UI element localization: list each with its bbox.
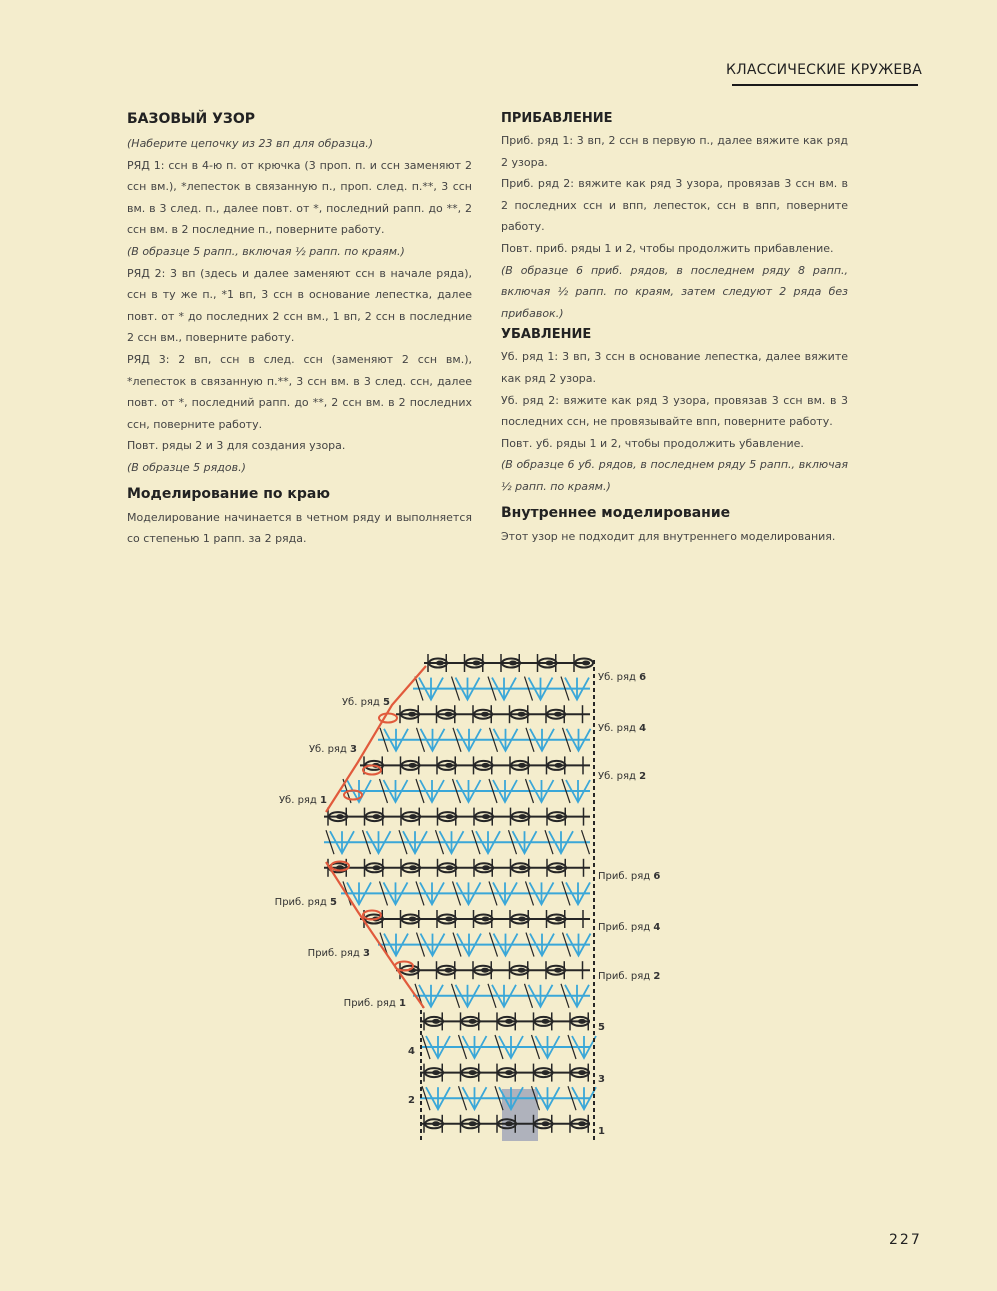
label-number: 2 (653, 971, 661, 982)
label-number: 3 (598, 1074, 605, 1085)
chart-row (324, 859, 590, 877)
petal-core (469, 1070, 477, 1075)
petal-core (482, 917, 490, 922)
petal-core (445, 712, 453, 717)
petal-core (446, 814, 454, 819)
petal-core (509, 661, 517, 666)
chart-row (341, 881, 590, 905)
petal-core (555, 917, 563, 922)
label-text: Уб. ряд (308, 744, 351, 755)
red-petal (379, 714, 397, 723)
left-row-label (308, 948, 370, 959)
increase-heading: ПРИБАВЛЕНИЕ (501, 111, 613, 126)
chart-row (396, 961, 590, 979)
decrease-heading: УБАВЛЕНИЕ (501, 327, 592, 343)
right-row-label (598, 723, 646, 734)
right-row-label (598, 771, 646, 782)
label-number: 4 (639, 723, 647, 734)
row-1-note: (В образце 5 рапп., включая ½ рапп. по краям.) (127, 244, 405, 258)
page-number: 227 (889, 1232, 922, 1248)
petal-core (445, 917, 453, 922)
label-number: 4 (408, 1046, 415, 1057)
label-text: Уб. ряд (598, 723, 640, 734)
petal-core (482, 865, 490, 870)
label-text: Уб. ряд (598, 672, 640, 683)
left-row-label (279, 795, 327, 806)
label-text: Уб. ряд (278, 795, 321, 806)
label-number: 1 (399, 998, 406, 1009)
label-number: 5 (598, 1022, 605, 1033)
decrease-row-2: Уб. ряд 2: вяжите как ряд 3 узора, провязав 3 ссн вм. в 3 последних ссн, не провязывайте впп, поверните работу. (501, 393, 848, 429)
chart-row (413, 677, 590, 701)
left-row-label (342, 697, 390, 708)
petal-core (409, 865, 417, 870)
petal-core (505, 1121, 513, 1126)
petal-core (518, 968, 526, 973)
petal-core (373, 865, 381, 870)
label-text: Уб. ряд (341, 697, 384, 708)
petal-core (445, 968, 453, 973)
increase-edge-line (326, 862, 424, 1008)
decrease-note: (В образце 6 уб. рядов, в последнем ряду 5 рапп., включая ½ рапп. по краям.) (501, 458, 848, 493)
chart-row (378, 728, 591, 752)
right-row-label (598, 971, 660, 982)
chart-row (360, 910, 590, 928)
cast-on-note: (Наберите цепочку из 23 вп для образца.) (127, 137, 373, 150)
label-number: 6 (639, 672, 647, 683)
chart-row (341, 779, 590, 803)
petal-core (582, 661, 590, 666)
petal-core (432, 1019, 440, 1024)
label-number: 3 (363, 948, 370, 959)
petal-core (555, 865, 563, 870)
label-number: 2 (639, 771, 647, 782)
left-row-label (275, 897, 337, 908)
chart-row (420, 1064, 590, 1082)
right-row-label (598, 1022, 605, 1033)
chart-labels (275, 672, 661, 1137)
label-text: Приб. ряд (343, 998, 400, 1009)
repeat-highlight (502, 1089, 538, 1141)
petal-core (436, 661, 444, 666)
petal-core (542, 1019, 550, 1024)
petal-core (519, 865, 527, 870)
petal-core (409, 917, 417, 922)
petal-core (469, 1019, 477, 1024)
increase-row-1: Приб. ряд 1: 3 вп, 2 ссн в первую п., далее вяжите как ряд 2 узора. (501, 134, 848, 169)
chart-row (324, 830, 590, 854)
label-number: 6 (653, 871, 661, 882)
petal-core (546, 661, 554, 666)
petal-core (432, 1121, 440, 1126)
row-2-instruction: РЯД 2: 3 вп (здесь и далее заменяют ссн в начале ряда), ссн в ту же п., *1 вп, 3 ссн в основание лепестка, далее повт. от * до последних 2 ссн вм., 1 вп, 2 ссн в последние 2 ссн вм., поверните работу. (127, 266, 472, 345)
petal-core (555, 763, 563, 768)
left-row-label (344, 998, 406, 1009)
petal-core (446, 865, 454, 870)
label-text: Приб. ряд (307, 948, 364, 959)
left-row-label (309, 744, 357, 755)
running-header: КЛАССИЧЕСКИЕ КРУЖЕВА (726, 62, 923, 78)
petal-core (481, 712, 489, 717)
label-text: Приб. ряд (274, 897, 331, 908)
chart-row (424, 654, 593, 672)
label-number: 1 (320, 795, 327, 806)
petal-core (542, 1070, 550, 1075)
petal-core (518, 917, 526, 922)
label-text: Приб. ряд (598, 971, 654, 982)
base-pattern-heading: БАЗОВЫЙ УЗОР (127, 111, 256, 127)
petal-core (555, 814, 563, 819)
edge-shaping-text: Моделирование начинается в четном ряду и выполняется со степенью 1 рапп. за 2 ряда. (127, 510, 472, 546)
petal-core (518, 712, 526, 717)
chart-row (360, 756, 590, 774)
petal-core (578, 1019, 586, 1024)
petal-core (432, 1070, 440, 1075)
internal-shaping-heading: Внутреннее моделирование (501, 504, 731, 521)
right-row-label (598, 1074, 605, 1085)
label-number: 3 (350, 744, 357, 755)
label-number: 4 (653, 922, 661, 933)
increase-repeat: Повт. приб. ряды 1 и 2, чтобы продолжить прибавление. (501, 241, 834, 255)
label-number: 2 (408, 1095, 415, 1106)
petal-core (518, 763, 526, 768)
right-row-label (598, 672, 646, 683)
chart-row (396, 705, 590, 723)
label-text: Приб. ряд (598, 922, 654, 933)
decrease-repeat: Повт. уб. ряды 1 и 2, чтобы продолжить убавление. (501, 436, 804, 450)
chart-row (413, 984, 590, 1008)
row-3-instruction: РЯД 3: 2 вп, ссн в след. ссн (заменяют 2 ссн вм.), *лепесток в связанную п.**, 3 ссн вм. в 3 след. ссн, далее повт. от *, последний рапп. до **, 2 ссн вм. в 2 последних ссн, поверните работу. (127, 352, 472, 431)
left-row-label (408, 1046, 415, 1057)
petal-core (469, 1121, 477, 1126)
petal-core (519, 814, 527, 819)
chart-stitches (324, 654, 596, 1141)
right-row-label (598, 1126, 605, 1137)
petal-core (482, 814, 490, 819)
petal-core (578, 1070, 586, 1075)
increase-note: (В образце 6 приб. рядов, в последнем ряду 8 рапп., включая ½ рапп. по краям, затем следуют 2 ряда без прибавок.) (501, 263, 848, 320)
petal-core (481, 968, 489, 973)
repeat-instruction: Повт. ряды 2 и 3 для создания узора. (127, 439, 346, 453)
internal-shaping-text: Этот узор не подходит для внутреннего моделирования. (501, 529, 836, 543)
petal-core (373, 814, 381, 819)
petal-core (409, 814, 417, 819)
edge-shaping-heading: Моделирование по краю (127, 485, 330, 502)
row-1-instruction: РЯД 1: ссн в 4-ю п. от крючка (3 проп. п. и ссн заменяют 2 ссн вм.), *лепесток в связанную п., проп. след. п.**, 3 ссн вм. в 3 след. п., далее повт. от *, последний рапп. до **, 2 ссн вм. в 2 последние п., поверните работу. (127, 158, 472, 237)
label-number: 1 (598, 1126, 605, 1137)
label-text: Уб. ряд (598, 771, 640, 782)
petal-core (473, 661, 481, 666)
left-row-label (408, 1095, 415, 1106)
right-row-label (598, 871, 660, 882)
petal-core (445, 763, 453, 768)
petal-core (336, 814, 344, 819)
label-number: 5 (330, 897, 337, 908)
petal-core (409, 763, 417, 768)
petal-core (554, 968, 562, 973)
petal-core (505, 1070, 513, 1075)
label-text: Приб. ряд (598, 871, 654, 882)
petal-core (482, 763, 490, 768)
petal-core (505, 1019, 513, 1024)
chart-row (420, 1035, 596, 1059)
right-row-label (598, 922, 660, 933)
repeat-note: (В образце 5 рядов.) (127, 460, 246, 474)
chart-row (378, 933, 591, 957)
chart-row (324, 808, 590, 826)
petal-core (554, 712, 562, 717)
petal-core (542, 1121, 550, 1126)
petal-core (408, 712, 416, 717)
increase-row-2: Приб. ряд 2: вяжите как ряд 3 узора, провязав 3 ссн вм. в 2 последних ссн и впп, лепесток, ссн в впп, поверните работу. (501, 177, 848, 234)
chart-row (420, 1012, 590, 1030)
decrease-row-1: Уб. ряд 1: 3 вп, 3 ссн в основание лепестка, далее вяжите как ряд 2 узора. (501, 350, 848, 385)
label-number: 5 (383, 697, 390, 708)
petal-core (578, 1121, 586, 1126)
